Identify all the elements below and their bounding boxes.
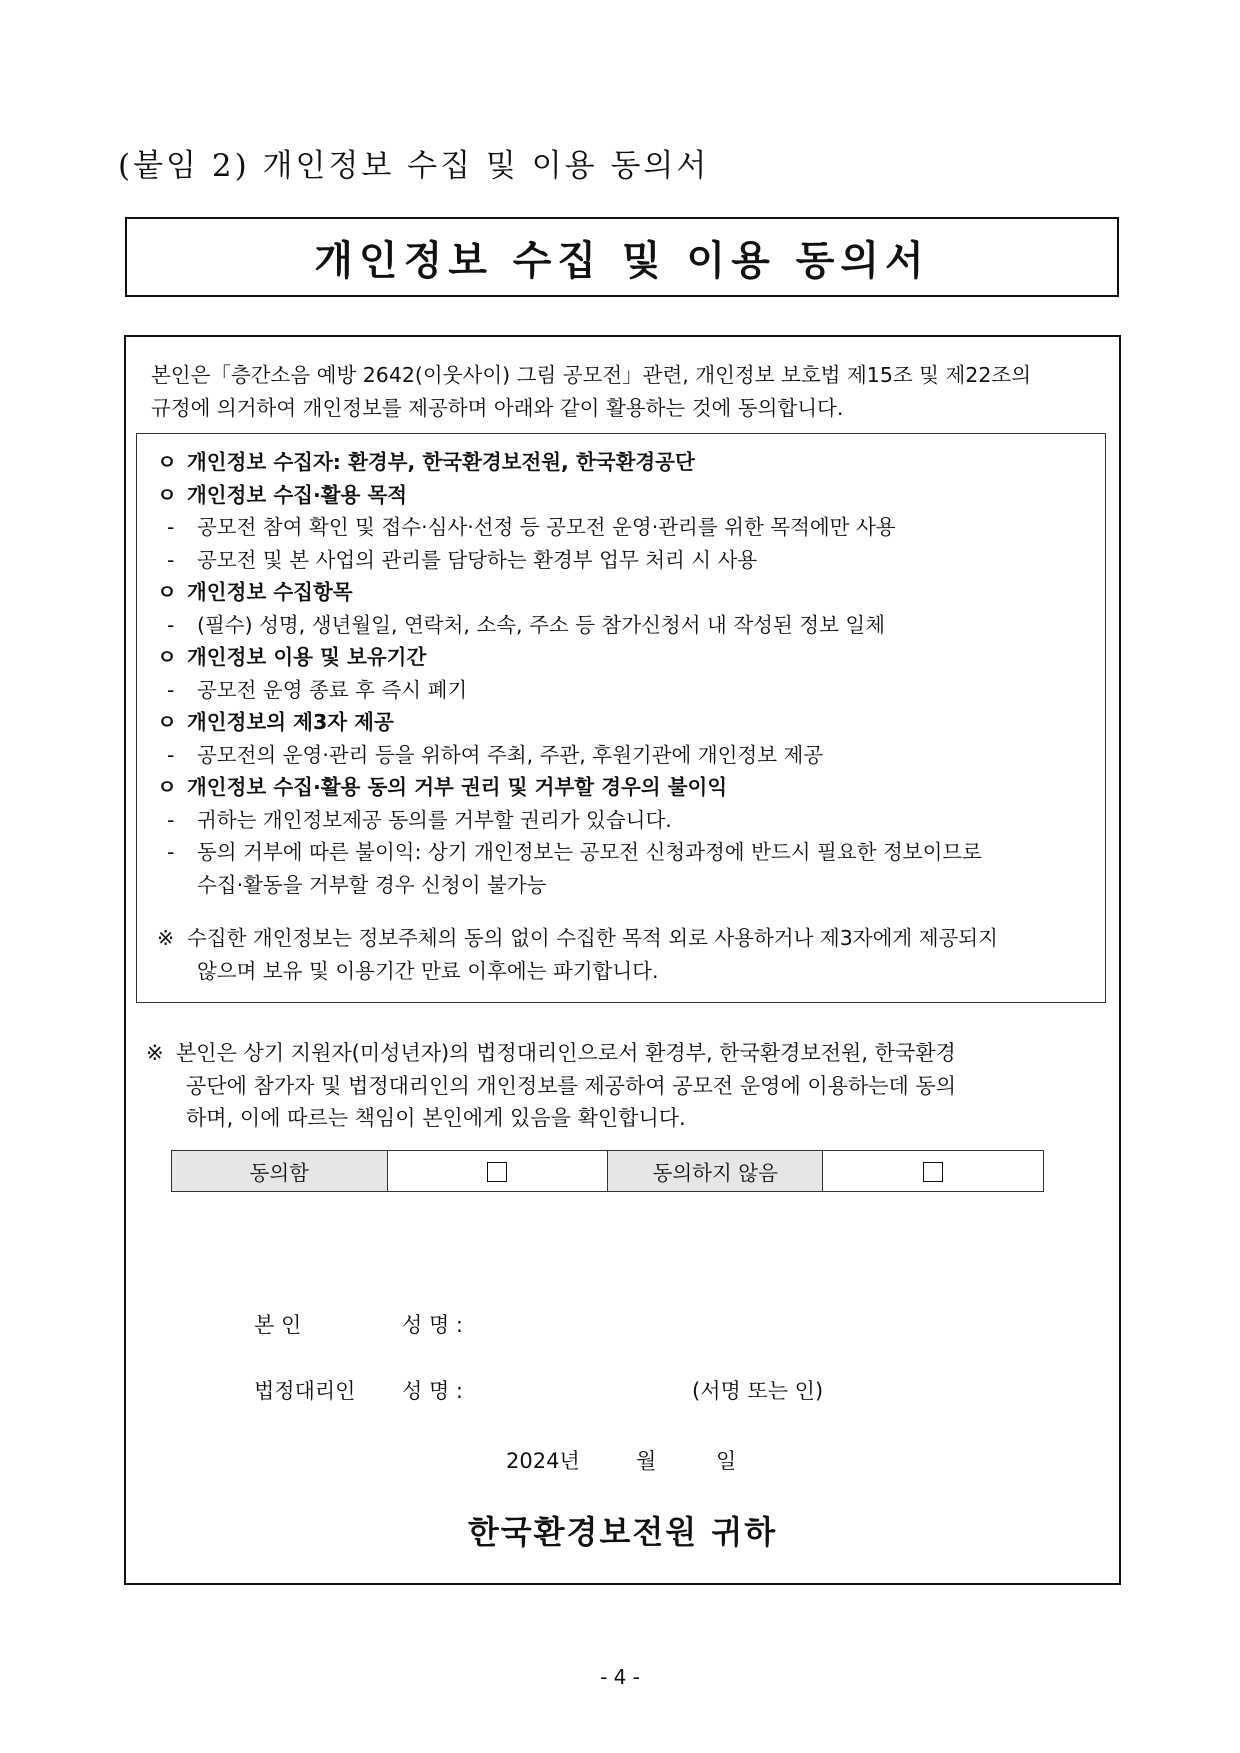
- dash-marker: -: [167, 742, 175, 767]
- bullet-marker: ㅇ: [157, 450, 177, 474]
- detail-item: [157, 544, 1092, 577]
- document-title: 개인정보 수집 및 이용 동의서: [314, 237, 930, 284]
- detail-item-text: 동의 거부에 따른 불이익: 상기 개인정보는 공모전 신청과정에 반드시 필요한 정보이므로: [197, 840, 982, 864]
- intro-line: 규정에 의거하여 개인정보를 제공하며 아래와 같이 활용하는 것에 동의합니다.: [151, 396, 844, 420]
- detail-item: [157, 739, 1092, 772]
- detail-bullet: [157, 771, 1092, 804]
- bullet-text: 개인정보 수집자: 환경부, 한국환경보전원, 한국환경공단: [187, 450, 695, 474]
- bullet-marker: ㅇ: [157, 482, 177, 507]
- statement-text: 본인은 상기 지원자(미성년자)의 법정대리인으로서 환경부, 한국환경보전원, 한국환경: [176, 1041, 956, 1065]
- date-year: 2024년: [506, 1449, 580, 1473]
- detail-item: [157, 836, 1092, 869]
- dash-marker: -: [167, 515, 175, 539]
- bullet-marker: ㅇ: [157, 645, 177, 669]
- date-day: 일: [716, 1449, 737, 1473]
- consent-form: [124, 335, 1121, 1585]
- detail-item: [157, 674, 1092, 707]
- bullet-text: 개인정보의 제3자 제공: [187, 710, 394, 734]
- note-text: 않으며 보유 및 이용기간 만료 이후에는 파기합니다.: [197, 958, 659, 983]
- detail-item: [157, 804, 1092, 837]
- date-row: [506, 1445, 736, 1475]
- title-box: [125, 217, 1119, 297]
- statement-text: 공단에 참가자 및 법정대리인의 개인정보를 제공하여 공모전 운영에 이용하는데 동의: [186, 1073, 957, 1098]
- dash-marker: -: [167, 807, 175, 832]
- bullet-text: 개인정보 수집·활용 동의 거부 권리 및 거부할 경우의 불이익: [187, 775, 728, 799]
- bullet-marker: ㅇ: [157, 775, 177, 799]
- dash-marker: -: [167, 840, 175, 864]
- intro-paragraph: [151, 359, 1101, 425]
- bullet-marker: ㅇ: [157, 580, 177, 604]
- self-label: 본 인: [254, 1313, 302, 1337]
- detail-bullet: [157, 479, 1092, 512]
- details-box: [136, 433, 1106, 1003]
- dash-marker: -: [167, 547, 175, 572]
- detail-item-continuation: 수집·활동을 거부할 경우 신청이 불가능: [197, 872, 547, 897]
- detail-bullet: [157, 576, 1092, 609]
- self-signature-row: [254, 1309, 692, 1339]
- detail-item-text: (필수) 성명, 생년월일, 연락처, 소속, 주소 등 참가신청서 내 작성된 정보 일체: [197, 612, 886, 637]
- consent-choice-table: [171, 1150, 1044, 1192]
- page-number: - 4 -: [600, 1665, 640, 1689]
- addressee: 한국환경보전원 귀하: [467, 1513, 778, 1551]
- detail-item-text: 공모전 운영 종료 후 즉시 폐기: [197, 677, 468, 702]
- bullet-text: 개인정보 수집·활용 목적: [187, 482, 408, 507]
- bullet-text: 개인정보 수집항목: [187, 580, 353, 604]
- intro-line: 본인은「층간소음 예방 2642(이웃사이) 그림 공모전」관련, 개인정보 보호법 제15조 및 제22조의: [151, 363, 1031, 387]
- statement-text: 하며, 이에 따르는 책임이 본인에게 있음을 확인합니다.: [186, 1106, 686, 1130]
- bullet-text: 개인정보 이용 및 보유기간: [187, 645, 427, 669]
- guardian-signature-row: [254, 1375, 823, 1405]
- attachment-heading: (붙임 2) 개인정보 수집 및 이용 동의서: [118, 148, 710, 184]
- note-text: 수집한 개인정보는 정보주체의 동의 없이 수집한 목적 외로 사용하거나 제3자에게 제공되지: [187, 926, 998, 950]
- retention-note: [157, 922, 1092, 987]
- detail-item: [157, 511, 1092, 544]
- detail-item-text: 귀하는 개인정보제공 동의를 거부할 권리가 있습니다.: [197, 807, 672, 832]
- agree-checkbox[interactable]: [487, 1162, 507, 1182]
- detail-bullet: [157, 446, 1092, 479]
- agree-checkbox-cell[interactable]: [387, 1151, 607, 1192]
- disagree-checkbox[interactable]: [923, 1162, 943, 1182]
- detail-bullet: [157, 706, 1092, 739]
- guardian-name-label: 성 명 :: [402, 1379, 463, 1403]
- detail-item-text: 공모전 및 본 사업의 관리를 담당하는 환경부 업무 처리 시 사용: [197, 547, 758, 572]
- detail-item-text: 공모전 참여 확인 및 접수·심사·선정 등 공모전 운영·관리를 위한 목적에만 사용: [197, 515, 896, 539]
- detail-bullet: [157, 641, 1092, 674]
- guardian-consent-statement: [146, 1037, 1106, 1135]
- dash-marker: -: [167, 677, 175, 702]
- dash-marker: -: [167, 612, 175, 637]
- details-list: [157, 446, 1092, 901]
- disagree-label: 동의하지 않음: [607, 1151, 823, 1192]
- detail-item: [157, 609, 1092, 642]
- note-mark: ※: [157, 926, 175, 950]
- disagree-checkbox-cell[interactable]: [823, 1151, 1044, 1192]
- date-month: 월: [636, 1449, 657, 1473]
- detail-item-text: 공모전의 운영·관리 등을 위하여 주최, 주관, 후원기관에 개인정보 제공: [197, 742, 824, 767]
- self-name-label: 성 명 :: [402, 1313, 463, 1337]
- seal-note: (서명 또는 인): [692, 1379, 824, 1403]
- agree-label: 동의함: [172, 1151, 388, 1192]
- guardian-label: 법정대리인: [254, 1379, 356, 1403]
- statement-mark: ※: [146, 1041, 164, 1065]
- bullet-marker: ㅇ: [157, 710, 177, 734]
